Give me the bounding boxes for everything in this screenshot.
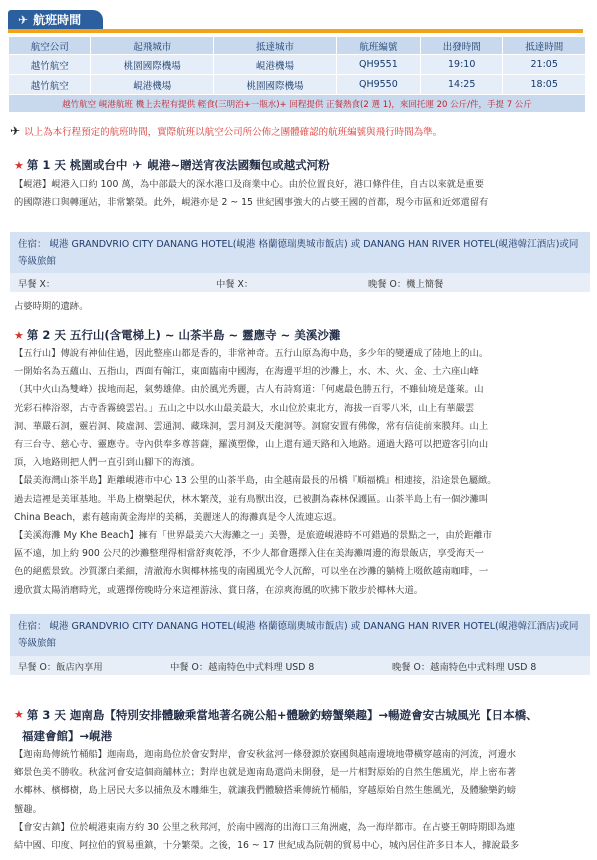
- day2-stay: 住宿： 峴港 GRANDVRIO CITY DANANG HOTEL(峴港 格蘭德瑞奧城市飯店) 或 DANANG HAN RIVER HOTEL(峴港韓江酒店)或同等級旅館: [18, 621, 579, 649]
- day3-paragraph: [14, 746, 580, 855]
- day3-title: [14, 706, 584, 745]
- day1-title-end: 峴港~贈送宵夜法國麵包或越式河粉: [147, 158, 330, 172]
- section-tab: [8, 10, 103, 30]
- day2-line: 【最美海灣山茶半島】距離峴港市中心 13 公里的山茶半島，由全越南最長的吊橋『順福橋』相連接，沿途景色屬緻。: [14, 475, 497, 487]
- cell-arrive-city: 峴港機場: [214, 55, 337, 75]
- col-header-arrive-time: 抵達時間: [503, 37, 586, 55]
- day2-line: 光彩石棒浴翠，古寺香霧繞雲岩。」五山之中以水山最美最大，水山位於東北方，海拔一百零八米，山上有華嚴雲: [14, 402, 475, 414]
- day2-line: 【五行山】傳說有神仙住過，因此整座山都是香的，非常神奇。五行山原為海中島，多少年的變遷成了陸地上的山。: [14, 348, 489, 359]
- day3-line: 結中國、印度、阿拉伯的貿易重鎮，十分繁榮。之後，16 ~ 17 世紀成為阮朝的貿易中心，城內居住許多日本人，據說最多: [14, 840, 520, 852]
- disclaimer-text: 以上為本行程預定的航班時間，實際航班以航空公司所公佈之團體確認的航班編號與飛行時間為準。: [24, 127, 443, 138]
- col-header-depart-time: 出發時間: [420, 37, 502, 55]
- day2-meals: [10, 656, 590, 675]
- cell-depart-time: 14:25: [420, 75, 502, 95]
- day3-title-line2: 福建會館】→峴港: [22, 729, 113, 743]
- day1-tail: 占婆時期的遺跡。: [14, 301, 89, 312]
- cell-depart-time: 19:10: [420, 55, 502, 75]
- day3-line: 水椰林、檳榔樹，島上居民大多以捕魚及木雕維生，就讓我們體驗搭乘傳統竹桶船，穿越原始自然生態風光，及體驗樂釣螃: [14, 785, 517, 797]
- day3-line: 鄉景色美不勝收。秋盆河會安這個商舖林立；對岸也就是迦南島還尚未開發，是一片相對原始的自然生態風光，岸上密布著: [14, 767, 517, 779]
- cell-flight-no: QH9550: [336, 75, 420, 95]
- star-icon: ★: [14, 158, 24, 172]
- plane-icon: ✈: [10, 124, 21, 138]
- col-header-depart-city: 起飛城市: [91, 37, 214, 55]
- day2-line: 過去這裡是美軍基地。半島上樹樂起伏，林木繁茂，並有鳥獸出沒，已被劃為森林保護區。山茶半島上有一個沙灘叫: [14, 493, 489, 505]
- day3-line: 蟹趣。: [14, 803, 42, 815]
- table-row: [9, 75, 586, 95]
- day1-line: 【峴港】峴港入口約 100 萬，為中部最大的深水港口及商業中心。由於位置良好，港口條件佳，自古以來就是重要: [14, 179, 484, 190]
- day2-line: China Beach，素有越南黃金海岸的美稱，美麗迷人的海灘真是令人流連忘返。: [14, 511, 342, 523]
- day2-line: 有三台寺、慈心寺、靈應寺。寺內供奉多尊菩薩，羅漢塑像，山上還有通天路和入地路。通過大路可以把遊客引向山: [14, 439, 489, 451]
- day2-paragraph: [14, 345, 580, 600]
- day2-line: （其中火山為雙峰）拔地而起，氣勢雄偉。由於風光秀麗，古人有詩寫道：「何處最色勝五行，不雖仙境是蓬萊。山: [14, 384, 484, 396]
- day2-dinner: 晚餐 O：越南特色中式料理 USD 8: [392, 661, 537, 673]
- cell-depart-city: 桃園國際機場: [91, 55, 214, 75]
- day3-title-line1: 第 3 天 迦南島【特別安排體驗乘當地著名碗公船+體驗釣螃蟹樂趣】→暢遊會安古城風光【日本橋、: [26, 708, 538, 722]
- section-title: 航班時間: [33, 13, 82, 27]
- plane-icon: ✈: [18, 13, 29, 27]
- day1-stay-box: [10, 232, 590, 274]
- day3-line: 【迦南島傳統竹桶船】迦南島，迦南島位於會安對岸，會安秋盆河一條發源於寮國與越南邊境地帶橫穿越南的河流，河邊水: [14, 749, 517, 760]
- day2-title: [14, 327, 340, 343]
- col-header-arrive-city: 抵達城市: [214, 37, 337, 55]
- day2-lunch: 中餐 O：越南特色中式料理 USD 8: [170, 661, 315, 673]
- day2-line: 區不遠，加上約 900 公尺的沙灘整理得相當舒爽乾淨，不少人都會選擇入住在美海灘周邊的海景飯店，享受海天一: [14, 548, 484, 560]
- day2-line: 洞、華嚴石洞，靈岩洞、陵虛洞、雲通洞、藏珠洞，雲月洞及天龍洞等。洞窟安置有佛像，常有信徒前來膜拜。山上: [14, 420, 489, 432]
- day1-line: 的國際港口與轉運站，非常繁榮。此外，峴港亦是 2 ~ 15 世紀國事強大的占婆王國的首都，現今市區和近郊還留有: [14, 197, 489, 209]
- flight-table: [8, 36, 586, 113]
- day2-line: 【美溪海灘 My Khe Beach】擁有「世界最美六大海灘之一」美譽，是旅遊峴港時不可錯過的景點之一，由於距離市: [14, 530, 492, 542]
- col-header-airline: 航空公司: [9, 37, 91, 55]
- star-icon: ★: [14, 328, 24, 342]
- day1-title: [14, 157, 330, 173]
- day1-stay: 住宿： 峴港 GRANDVRIO CITY DANANG HOTEL(峴港 格蘭德瑞奧城市飯店) 或 DANANG HAN RIVER HOTEL(峴港韓江酒店)或同等級旅館: [18, 239, 579, 267]
- table-header-row: [9, 37, 586, 55]
- day2-line: 色的絕藍景致。沙質潔白柔細，清澈海水與椰林搖曳的南國風光令人沉醉，可以坐在沙灘的躺椅上啜飲越南咖啡，一: [14, 566, 489, 578]
- day2-line: 頂，入地路則把人們一直引到山腳下的海濱。: [14, 457, 200, 469]
- star-icon: ★: [14, 708, 24, 721]
- flight-section-header: [8, 10, 583, 32]
- cell-flight-no: QH9551: [336, 55, 420, 75]
- cell-arrive-time: 21:05: [503, 55, 586, 75]
- day2-title-text: 第 2 天 五行山(含電梯上) ~ 山茶半島 ~ 靈應寺 ~ 美溪沙灘: [26, 328, 341, 342]
- day1-title-start: 第 1 天 桃園或台中: [26, 158, 128, 172]
- day1-breakfast: 早餐 X：: [18, 278, 56, 290]
- cell-arrive-city: 桃園國際機場: [214, 75, 337, 95]
- day1-paragraph: [14, 176, 580, 212]
- cell-arrive-time: 18:05: [503, 75, 586, 95]
- table-row: [9, 55, 586, 75]
- plane-icon: ✈: [132, 158, 143, 172]
- flight-disclaimer: [10, 124, 590, 138]
- day2-breakfast: 早餐 O：飯店內享用: [18, 661, 103, 673]
- cell-airline: 越竹航空: [9, 55, 91, 75]
- section-rule: [8, 29, 583, 33]
- cell-depart-city: 峴港機場: [91, 75, 214, 95]
- day1-meals: [10, 273, 590, 292]
- cell-airline: 越竹航空: [9, 75, 91, 95]
- day2-line: 一開始名為五蘊山、五指山，西面有翰江，東面臨南中國海，在海邊平坦的沙灘上，水、木、火、金、土六座山峰: [14, 366, 479, 378]
- day2-stay-box: [10, 614, 590, 656]
- flight-note: 越竹航空 峴港航班 機上去程有提供 輕食(三明治+一瓶水)+ 回程提供 正餐熱食(2 選 1)，來回托運 20 公斤/件，手提 7 公斤: [9, 95, 586, 113]
- col-header-flight-no: 航班編號: [336, 37, 420, 55]
- day1-dinner: 晚餐 O：機上簡餐: [368, 278, 444, 290]
- day1-lunch: 中餐 X：: [216, 278, 254, 290]
- day2-line: 邊欣賞太陽消磨時光，或選擇傍晚時分來這裡游泳、賞日落，在涼爽海風的吹拂下散步於椰林大道。: [14, 584, 424, 596]
- day3-line: 【會安古鎮】位於峴港東南方約 30 公里之秋邦河，於南中國海的出海口三角洲處，為一海岸都市。在占婆王朝時期即為連: [14, 821, 516, 833]
- table-note-row: [9, 95, 586, 113]
